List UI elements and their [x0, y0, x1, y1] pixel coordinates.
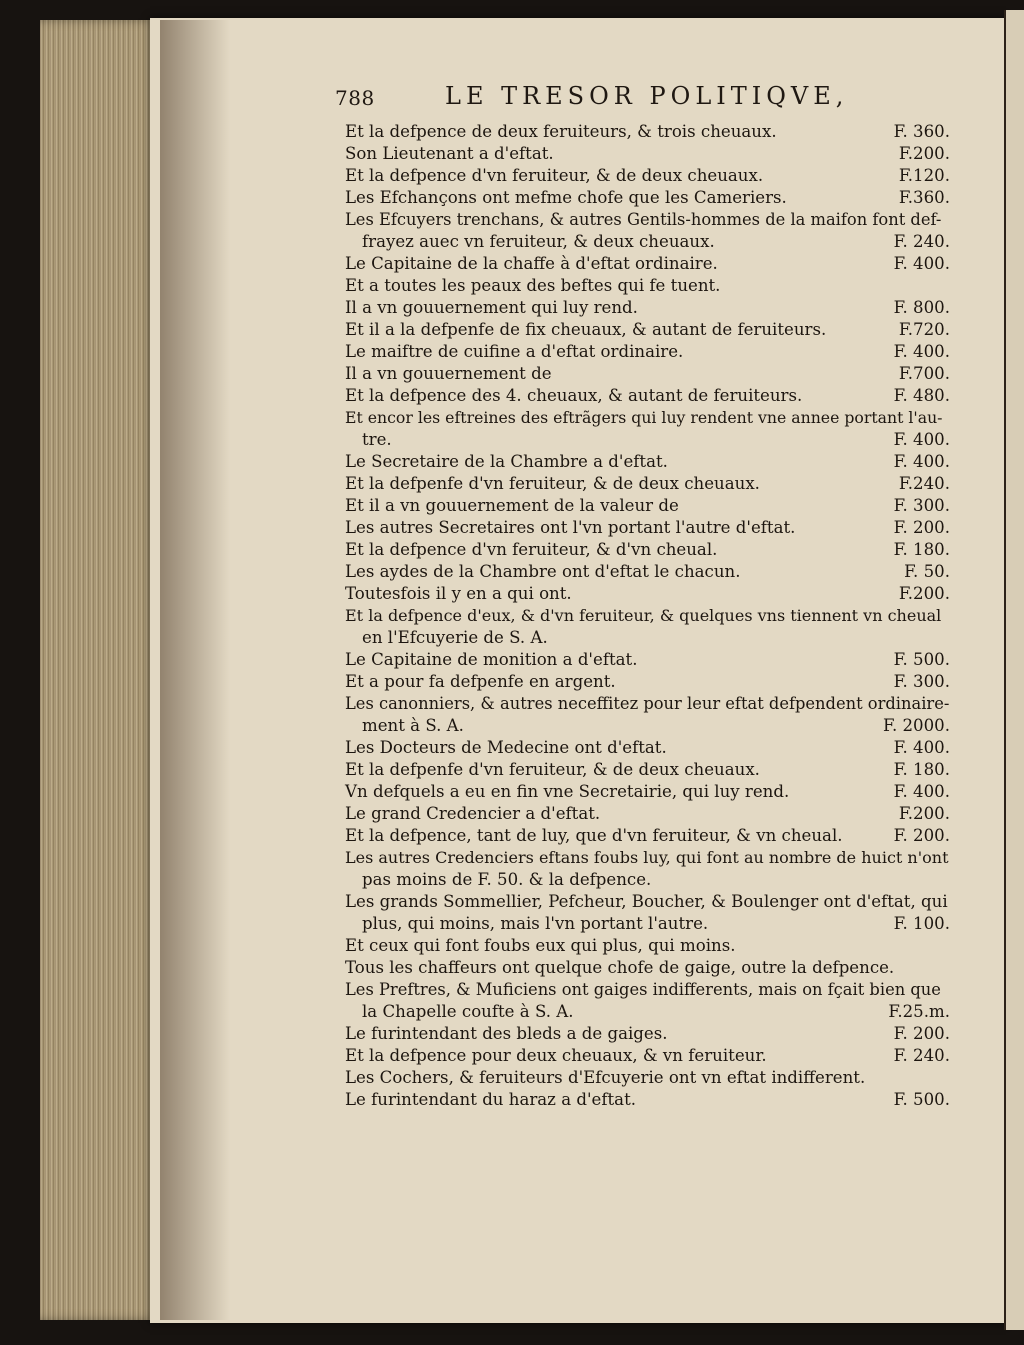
text-line: Son Lieutenant a d'eftat. F.200. — [345, 144, 950, 163]
text-line: Et la defpence des 4. cheuaux, & autant de feruiteurs. F. 480. — [345, 386, 950, 405]
text-line: Et la defpence pour deux cheuaux, & vn feruiteur. F. 240. — [345, 1046, 950, 1065]
text-line: plus, qui moins, mais l'vn portant l'autre. F. 100. — [362, 914, 950, 933]
text-line: Et la defpence d'vn feruiteur, & d'vn cheual. F. 180. — [345, 540, 950, 559]
text-line: Et encor les eftreines des eftrãgers qui luy rendent vne annee portant l'au- — [345, 408, 943, 427]
text-line: tre. F. 400. — [362, 430, 950, 449]
text-line: Les Efcuyers trenchans, & autres Gentils-hommes de la maifon font def- — [345, 210, 942, 229]
text-line: Et la defpence, tant de luy, que d'vn feruiteur, & vn cheual. F. 200. — [345, 826, 950, 845]
text-line: Et a toutes les peaux des beftes qui fe tuent. — [345, 276, 721, 295]
text-line: Les grands Sommellier, Pefcheur, Boucher, & Boulenger ont d'eftat, qui — [345, 892, 948, 911]
text-line: Les Docteurs de Medecine ont d'eftat. F. 400. — [345, 738, 950, 757]
page-number: 788 — [335, 86, 375, 110]
text-line: Et la defpenfe d'vn feruiteur, & de deux cheuaux. F.240. — [345, 474, 950, 493]
text-line: pas moins de F. 50. & la defpence. — [362, 870, 652, 889]
text-line: la Chapelle coufte à S. A. F.25.m. — [362, 1002, 950, 1021]
text-line: Le furintendant du haraz a d'eftat. F. 500. — [345, 1090, 950, 1109]
text-line: en l'Efcuyerie de S. A. — [362, 628, 548, 647]
text-line: Et a pour fa defpenfe en argent. F. 300. — [345, 672, 950, 691]
text-line: Et la defpence d'vn feruiteur, & de deux cheuaux. F.120. — [345, 166, 950, 185]
text-line: Les aydes de la Chambre ont d'eftat le chacun. F. 50. — [345, 562, 950, 581]
text-line: Les autres Secretaires ont l'vn portant l'autre d'eftat. F. 200. — [345, 518, 950, 537]
text-line: Il a vn gouuernement de F.700. — [345, 364, 950, 383]
text-line: Le grand Credencier a d'eftat. F.200. — [345, 804, 950, 823]
text-line: Le furintendant des bleds a de gaiges. F. 200. — [345, 1024, 950, 1043]
text-line: Les autres Credenciers eftans foubs luy, qui font au nombre de huict n'ont — [345, 848, 949, 867]
text-line: Et la defpence d'eux, & d'vn feruiteur, & quelques vns tiennent vn cheual — [345, 606, 942, 625]
text-line: frayez auec vn feruiteur, & deux cheuaux. F. 240. — [362, 232, 950, 251]
text-line: Les Preftres, & Muficiens ont gaiges indifferents, mais on fçait bien que — [345, 980, 941, 999]
text-line: Le maiftre de cuifine a d'eftat ordinaire. F. 400. — [345, 342, 950, 361]
text-line: Et la defpenfe d'vn feruiteur, & de deux cheuaux. F. 180. — [345, 760, 950, 779]
text-line: Et il a la defpenfe de fix cheuaux, & autant de feruiteurs. F.720. — [345, 320, 950, 339]
text-line: Le Capitaine de la chaffe à d'eftat ordinaire. F. 400. — [345, 254, 950, 273]
text-line: Vn defquels a eu en fin vne Secretairie, qui luy rend. F. 400. — [345, 782, 950, 801]
text-line: Le Secretaire de la Chambre a d'eftat. F. 400. — [345, 452, 950, 471]
text-line: Et la defpence de deux feruiteurs, & trois cheuaux. F. 360. — [345, 122, 950, 141]
page-header — [335, 82, 875, 118]
text-line: Les Efchançons ont mefme chofe que les Cameriers. F.360. — [345, 188, 950, 207]
text-line: Et il a vn gouuernement de la valeur de F. 300. — [345, 496, 950, 515]
text-line: Et ceux qui font foubs eux qui plus, qui moins. — [345, 936, 736, 955]
text-line: Le Capitaine de monition a d'eftat. F. 500. — [345, 650, 950, 669]
text-line: Tous les chaffeurs ont quelque chofe de gaige, outre la defpence. — [345, 958, 895, 977]
text-line: ment à S. A. F. 2000. — [362, 716, 950, 735]
running-title: LE TRESOR POLITIQVE, — [445, 82, 849, 110]
text-line: Les Cochers, & feruiteurs d'Efcuyerie ont vn eftat indifferent. — [345, 1068, 866, 1087]
text-line: Il a vn gouuernement qui luy rend. F. 800. — [345, 298, 950, 317]
text-line: Toutesfois il y en a qui ont. F.200. — [345, 584, 950, 603]
gutter-shadow — [160, 20, 230, 1320]
text-line: Les canonniers, & autres neceffitez pour leur eftat defpendent ordinaire- — [345, 694, 950, 713]
facing-page-edge — [1004, 10, 1024, 1330]
